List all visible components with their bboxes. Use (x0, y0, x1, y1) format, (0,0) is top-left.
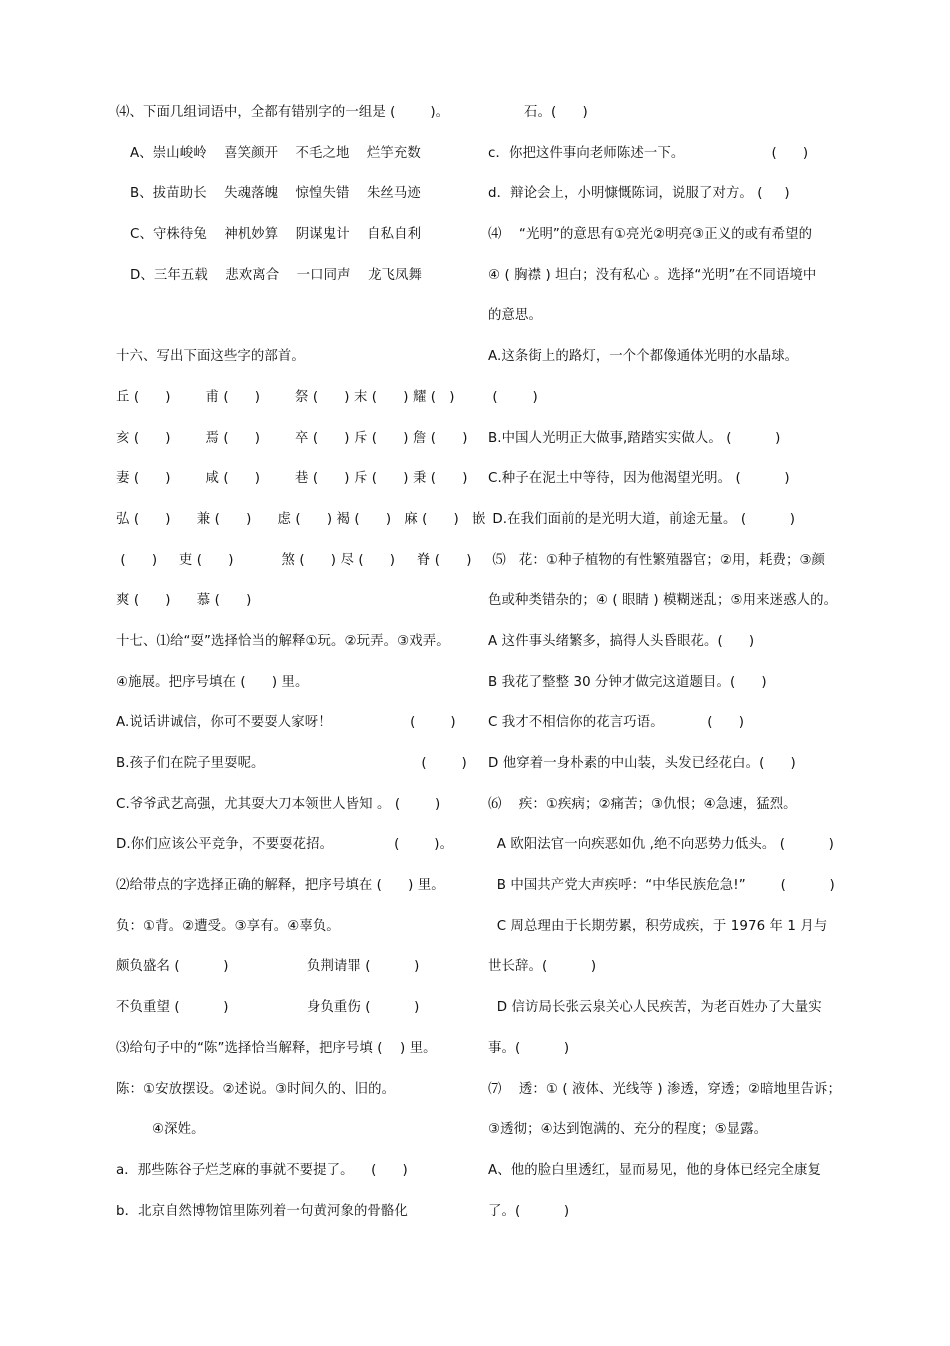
option-d: D、三年五载 悲欢离合 一口同声 龙飞凤舞 (130, 267, 423, 283)
blank-line (116, 299, 476, 340)
ji-item-d: D 信访局长张云泉关心人民疾苦，为老百姓办了大量实 (488, 1000, 822, 1016)
ji-heading: ⑹ 疾：①疾病；②痛苦；③仇恨；④急速，猛烈。 (488, 796, 797, 812)
chen-item-b: b．北京自然博物馆里陈列着一句黄河象的骨骼化 (116, 1203, 408, 1219)
tou-item-a-cont: 了。( ) (488, 1203, 570, 1219)
hua-item-c: C 我才不相信你的花言巧语。 ( ) (488, 715, 745, 731)
chen-item-a: a．那些陈谷子烂芝麻的事就不要提了。 ( ) (116, 1162, 408, 1178)
fu-row-1: 颇负盛名 ( ) 负荆请罪 ( ) (116, 959, 420, 975)
section-16-heading: 十六、写出下面这些字的部首。 (116, 349, 305, 365)
hua-item-a: A 这件事头绪繁多，搞得人头昏眼花。( ) (488, 633, 755, 649)
guangming-item-a: A.这条街上的路灯，一个个都像通体光明的水晶球。 (488, 349, 799, 365)
ji-item-c: C 周总理由于长期劳累，积劳成疾，于 1976 年 1 月与 (488, 918, 828, 934)
tou-item-a: A、他的脸白里透红，显而易见，他的身体已经完全康复 (488, 1162, 822, 1178)
option-b: B、拔苗助长 失魂落魄 惊惶失错 朱丝马迹 (130, 186, 421, 202)
guangming-item-a-blank: ( ) (488, 389, 538, 405)
chen-definitions: 陈：①安放摆设。②述说。③时间久的、旧的。 (116, 1081, 396, 1097)
chen-item-b-cont: 石。( ) (524, 105, 588, 120)
guangming-heading-cont: ④ ( 胸襟 ) 坦白；没有私心 。选择“光明”在不同语境中 (488, 267, 817, 283)
radical-row-1: 丘 ( ) 甫 ( ) 祭 ( ) 末 ( ) 耀 ( ) (116, 389, 455, 405)
shua-item-b: B.孩子们在院子里耍呢。 ( ) (116, 756, 467, 771)
radical-row-2: 亥 ( ) 焉 ( ) 卒 ( ) 斥 ( ) 詹 ( ) (116, 430, 468, 446)
shua-item-d: D.你们应该公平竞争，不要耍花招。 ( )。 (116, 837, 454, 853)
hua-item-d: D 他穿着一身朴素的中山装，头发已经花白。( ) (488, 756, 796, 771)
fu-definitions: 负：①背。②遭受。③享有。④辜负。 (116, 918, 340, 934)
hua-heading: ⑸ 花：①种子植物的有性繁殖器官；②用，耗费；③颜 (488, 552, 826, 568)
tou-heading-cont: ③透彻；④达到饱满的、充分的程度；⑤显露。 (488, 1122, 768, 1138)
radical-row-3: 妻 ( ) 咸 ( ) 巷 ( ) 斥 ( ) 秉 ( ) (116, 471, 468, 487)
fu-row-2: 不负重望 ( ) 身负重伤 ( ) (116, 1000, 420, 1016)
chen-item-d: d．辩论会上，小明慷慨陈词，说服了对方。 ( ) (488, 186, 790, 202)
guangming-heading: ⑷ “光明”的意思有①亮光②明亮③正义的或有希望的 (488, 227, 813, 243)
sub-question-3-heading: ⑶给句子中的“陈”选择恰当解释，把序号填 ( ) 里。 (116, 1040, 437, 1056)
ji-item-d-cont: 事。( ) (488, 1040, 570, 1056)
sub-question-2-heading: ⑵给带点的字选择正确的解释，把序号填在 ( ) 里。 (116, 878, 445, 894)
question-4-stem: ⑷、下面几组词语中，全都有错别字的一组是 ( )。 (116, 105, 450, 120)
ji-item-a: A 欧阳法官一向疾恶如仇 ,绝不向恶势力低头。 ( ) (488, 837, 834, 853)
right-column (488, 96, 840, 1235)
ji-item-b: B 中国共产党大声疾呼：“中华民族危急!” ( ) (488, 878, 835, 894)
option-c: C、守株待兔 神机妙算 阴谋鬼计 自私自利 (130, 227, 422, 243)
section-17-instruction: ④施展。把序号填在 ( ) 里。 (116, 674, 309, 690)
guangming-item-d: D.在我们面前的是光明大道，前途无量。 ( ) (488, 511, 796, 527)
guangming-item-c: C.种子在泥土中等待，因为他渴望光明。 ( ) (488, 471, 790, 487)
radical-row-4: 弘 ( ) 兼 ( ) 虑 ( ) 褐 ( ) 麻 ( ) 嵌 (116, 511, 486, 527)
radical-row-6: 爽 ( ) 慕 ( ) (116, 593, 252, 609)
shua-item-a: A.说话讲诚信，你可不要耍人家呀！ ( ) (116, 715, 456, 731)
radical-row-5: ( ) 吏 ( ) 煞 ( ) 尽 ( ) 脊 ( ) (116, 552, 472, 568)
section-17-heading: 十七、⑴给“耍”选择恰当的解释①玩。②玩弄。③戏弄。 (116, 633, 450, 649)
tou-heading: ⑺ 透：① ( 液体、光线等 ) 渗透，穿透；②暗地里告诉； (488, 1081, 842, 1097)
ji-item-c-cont: 世长辞。( ) (488, 959, 597, 975)
hua-item-b: B 我花了整整 30 分钟才做完这道题目。( ) (488, 674, 767, 690)
chen-item-c: c．你把这件事向老师陈述一下。 ( ) (488, 145, 809, 161)
shua-item-c: C.爷爷武艺高强，尤其耍大刀本领世人皆知 。 ( ) (116, 796, 441, 812)
chen-definitions-cont: ④深姓。 (152, 1122, 205, 1138)
option-a: A、崇山峻岭 喜笑颜开 不毛之地 烂竽充数 (130, 145, 421, 161)
guangming-heading-end: 的意思。 (488, 308, 542, 324)
guangming-item-b: B.中国人光明正大做事,踏踏实实做人。 ( ) (488, 430, 781, 446)
hua-heading-cont: 色或种类错杂的；④ ( 眼睛 ) 模糊迷乱；⑤用来迷惑人的。 (488, 593, 838, 609)
left-column (116, 96, 486, 1235)
